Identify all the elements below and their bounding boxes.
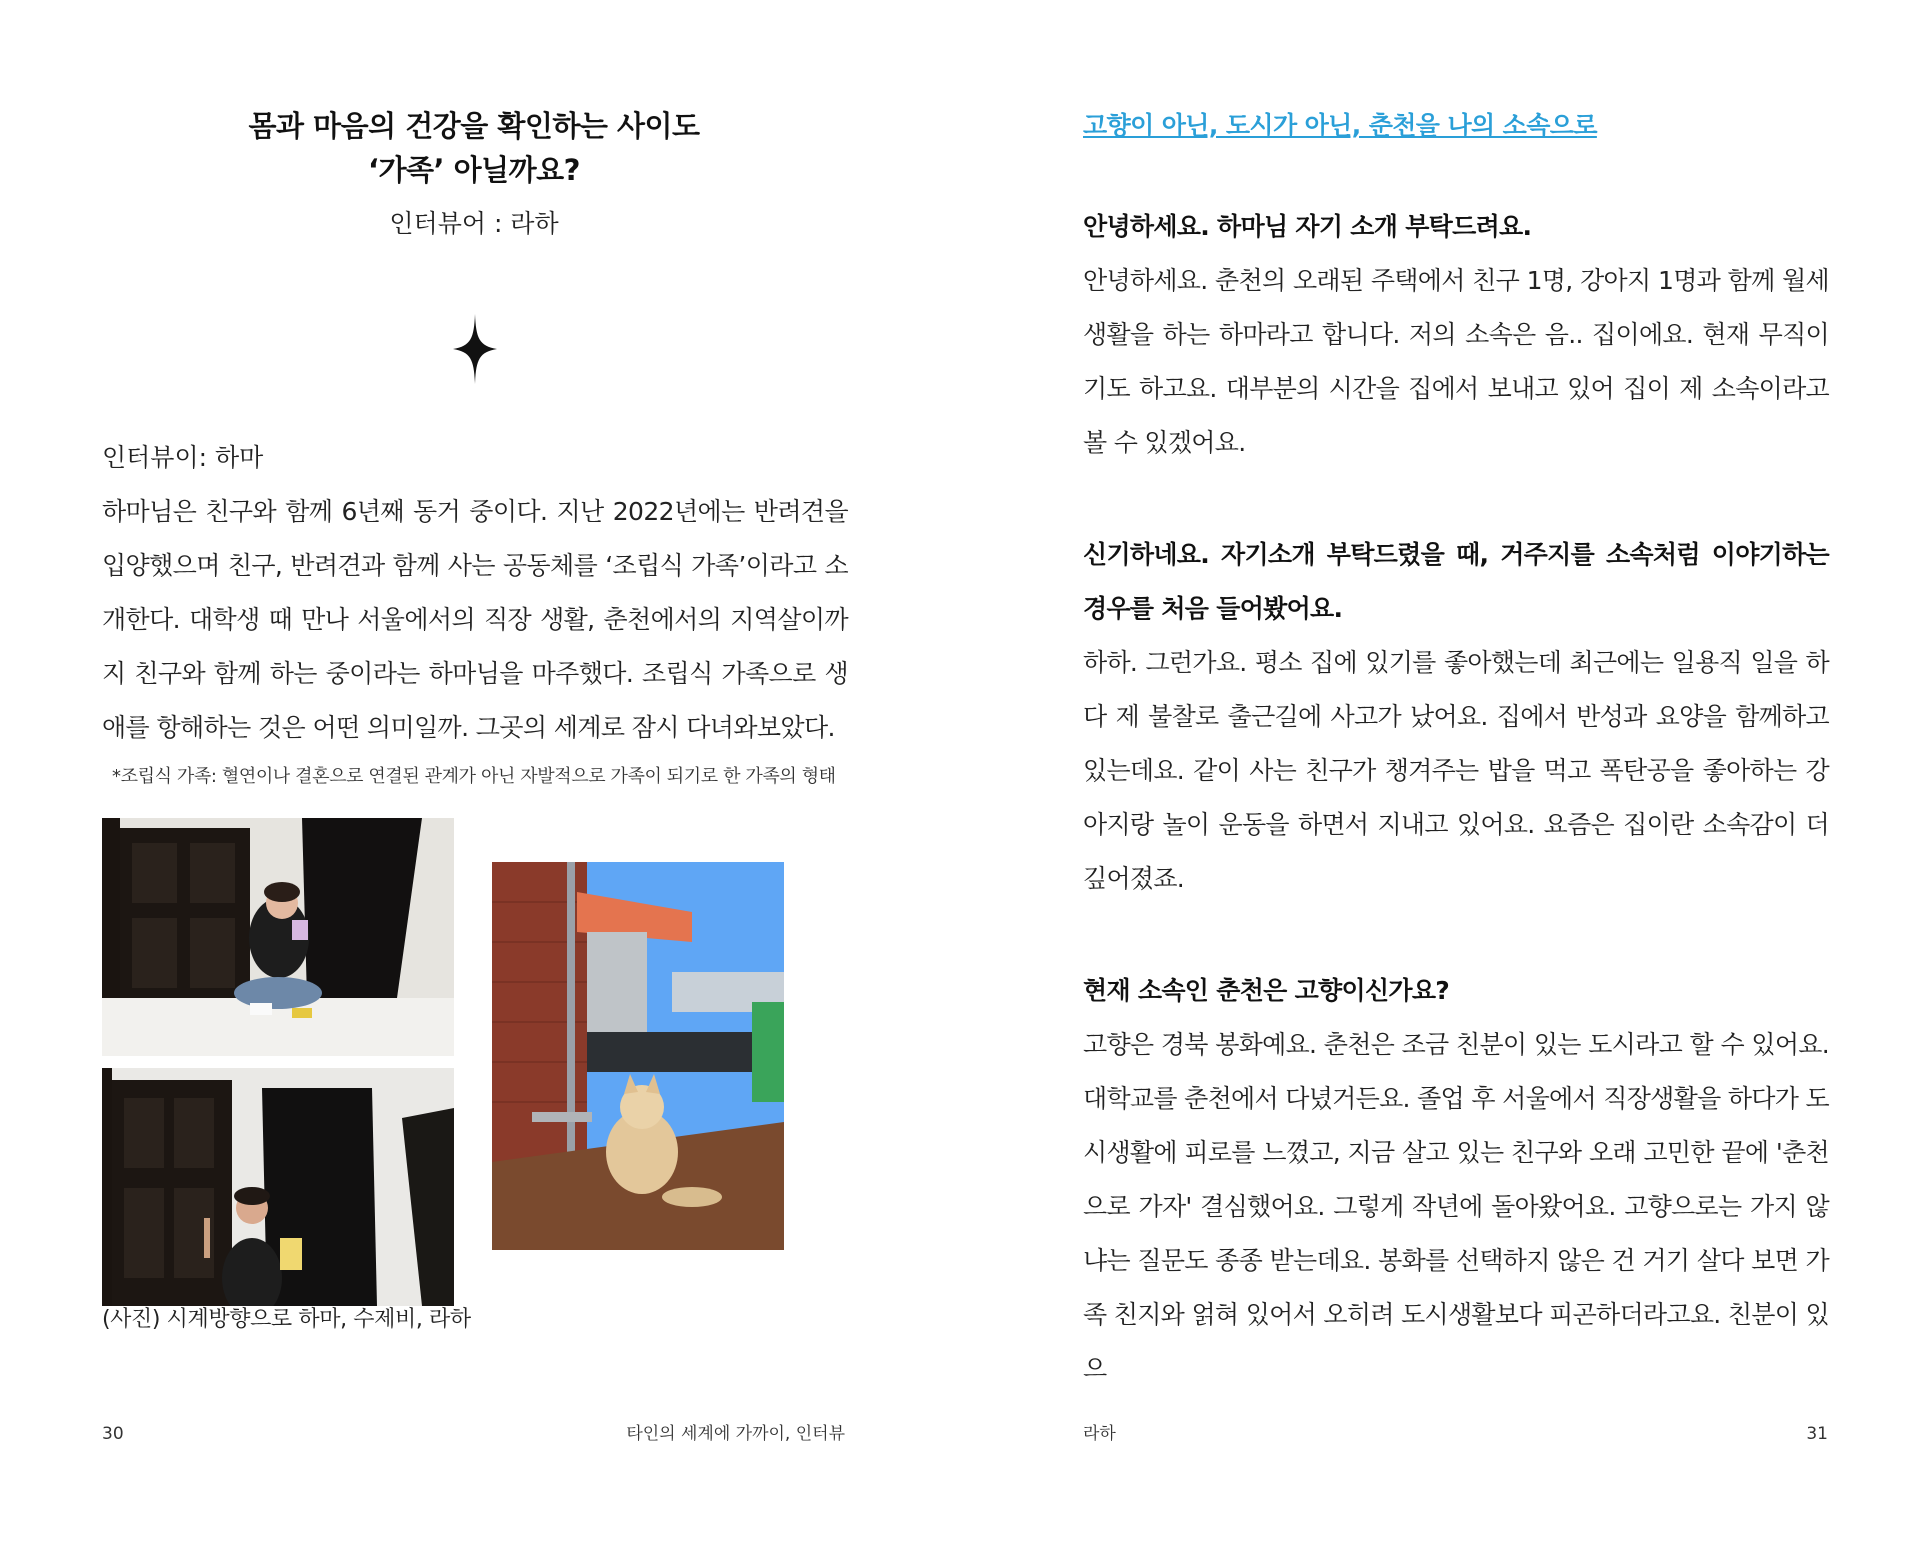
photo-sujebi-dog [492,862,784,1250]
footnote: *조립식 가족: 혈연이나 결혼으로 연결된 관계가 아닌 자발적으로 가족이 되기로 한 가족의 형태 [112,766,836,787]
section-title-link[interactable]: 고향이 아닌, 도시가 아닌, 춘천을 나의 소속으로 [1083,111,1597,140]
page-number-right: 31 [1806,1424,1828,1444]
photo-hama [102,818,454,1056]
interviewer-credit: 인터뷰어 : 라하 [389,209,559,238]
page-number-left: 30 [102,1424,124,1444]
title-block [102,104,846,244]
intro-paragraph: 하마님은 친구와 함께 6년째 동거 중이다. 지난 2022년에는 반려견을 입양했으며 친구, 반려견과 함께 사는 공동체를 ‘조립식 가족’이라고 소개한다. 대학생 때 만나 서울에서의 직장 생활, 춘천에서의 지역살이까지 친구와 함께 하는 중이라는 하마님을 마주했다. 조립식 가족으로 생애를 항해하는 것은 어떤 의미일까. 그곳의 세계로 잠시 다녀와보았다. [102,497,848,742]
photo-caption: (사진) 시계방향으로 하마, 수제비, 라하 [102,1307,471,1332]
right-page [960,0,1920,1541]
photo-rah [102,1068,454,1306]
answer: 하하. 그런가요. 평소 집에 있기를 좋아했는데 최근에는 일용직 일을 하다 제 불찰로 출근길에 사고가 났어요. 집에서 반성과 요양을 함께하고 있는데요. 같이 사는 친구가 챙겨주는 밥을 먹고 폭탄공을 좋아하는 강아지랑 놀이 운동을 하면서 지내고 있어요. 요즘은 집이란 소속감이 더 깊어졌죠. [1083,648,1829,893]
running-title-right: 라하 [1083,1424,1116,1444]
title-line-2: ‘가족’ 아닐까요? [367,153,581,187]
question: 신기하네요. 자기소개 부탁드렸을 때, 거주지를 소속처럼 이야기하는 경우를 처음 들어봤어요. [1083,540,1829,623]
answer: 고향은 경북 봉화예요. 춘천은 조금 친분이 있는 도시라고 할 수 있어요. 대학교를 춘천에서 다녔거든요. 졸업 후 서울에서 직장생활을 하다가 도시생활에 피로를 느꼈고, 지금 살고 있는 친구와 오래 고민한 끝에 '춘천으로 가자' 결심했어요. 그렇게 작년에 돌아왔어요. 고향으로는 가지 않냐는 질문도 종종 받는데요. 봉화를 선택하지 않은 건 거기 살다 보면 가족 친지와 얽혀 있어서 오히려 도시생활보다 피곤하더라고요. 친분이 있으 [1083,1030,1829,1383]
qa-block [1083,528,1829,906]
question: 안녕하세요. 하마님 자기 소개 부탁드려요. [1083,212,1532,241]
running-title-left: 타인의 세계에 가까이, 인터뷰 [626,1424,845,1444]
interviewee-credit: 인터뷰이: 하마 [102,443,264,472]
qa-block [1083,964,1829,1396]
qa-block [1083,200,1829,470]
answer: 안녕하세요. 춘천의 오래된 주택에서 친구 1명, 강아지 1명과 함께 월세 생활을 하는 하마라고 합니다. 저의 소속은 음.. 집이에요. 현재 무직이기도 하고요. 대부분의 시간을 집에서 보내고 있어 집이 제 소속이라고 볼 수 있겠어요. [1083,266,1829,457]
sparkle-icon [453,314,497,384]
title-line-1: 몸과 마음의 건강을 확인하는 사이도 [248,109,700,143]
question: 현재 소속인 춘천은 고향이신가요? [1083,976,1450,1005]
interview-content [1083,104,1829,1396]
